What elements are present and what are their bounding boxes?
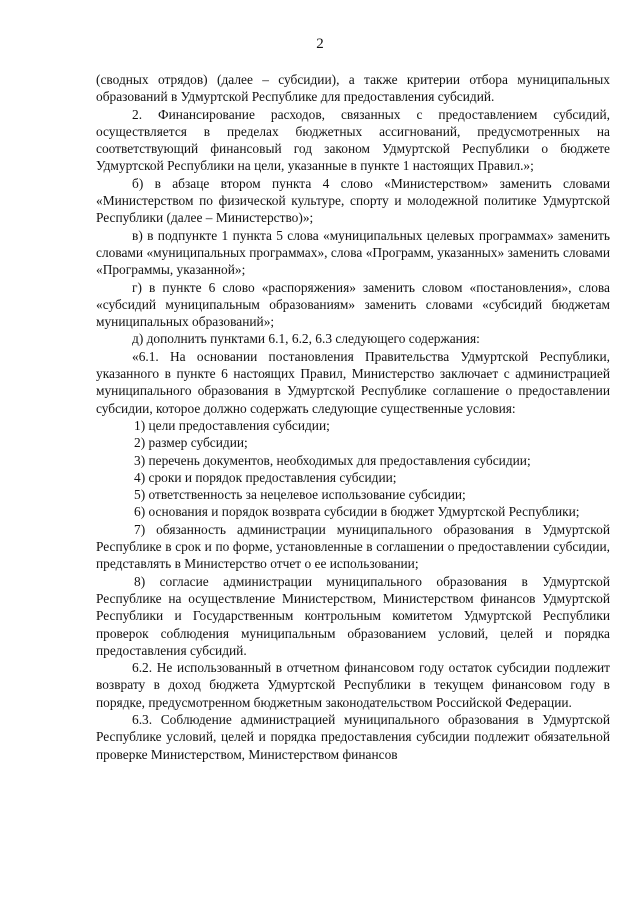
paragraph: 7) обязанность администрации муниципального образования в Удмуртской Республике в срок и по форме, установленные в соглашении о предоставлении субсидии, представлять в Министерство отчет о ее использовании; [96,521,610,572]
paragraph: в) в подпункте 1 пункта 5 слова «муниципальных целевых программах» заменить словами «муниципальных программах», слова «Программ, указанных» заменить словами «Программы, указанной»; [96,227,610,278]
paragraph: 6.2. Не использованный в отчетном финансовом году остаток субсидии подлежит возврату в доход бюджета Удмуртской Республики в текущем финансовом году в порядке, предусмотренном бюджетным законодательством Российской Федерации. [96,660,610,710]
list-item: 4) сроки и порядок предоставления субсидии; [134,469,397,485]
list-item: 1) цели предоставления субсидии; [134,417,330,433]
paragraph: (сводных отрядов) (далее – субсидии), а также критерии отбора муниципальных образований в Удмуртской Республике для предоставления субсидий. [96,72,610,105]
paragraph: б) в абзаце втором пункта 4 слово «Министерством» заменить словами «Министерством по физической культуре, спорту и молодежной политике Удмуртской Республики (далее – Министерство)»; [96,175,610,226]
page-number: 2 [316,36,324,52]
paragraph: 8) согласие администрации муниципального образования в Удмуртской Республике на осуществление Министерством, Министерством финансов Удмуртской Республики и Государственным контрольным комитетом Удмуртской Республики проверок соблюдения муниципальным образованием условий, целей и порядка предоставления субсидий. [96,573,610,658]
paragraph: «6.1. На основании постановления Правительства Удмуртской Республики, указанного в пункте 6 настоящих Правил, Министерство заключает с администрацией муниципального образования в Удмуртской Республике соглашение о предоставлении субсидии, которое должно содержать следующие существенные условия: [96,348,610,416]
document-body [96,71,610,763]
list-item: 3) перечень документов, необходимых для предоставления субсидии; [134,452,531,468]
paragraph: г) в пункте 6 слово «распоряжения» заменить словом «постановления», слова «субсидий муниципальным образованиям» заменить словами «субсидий бюджетам муниципальных образований»; [96,279,610,330]
paragraph: 6.3. Соблюдение администрацией муниципального образования в Удмуртской Республике условий, целей и порядка предоставления субсидии подлежит обязательной проверке Министерством, Министерством финансов [96,711,610,762]
paragraph: 2. Финансирование расходов, связанных с предоставлением субсидий, осуществляется в пределах бюджетных ассигнований, предусмотренных на соответствующий финансовый год законом Удмуртской Республики о бюджете Удмуртской Республики на цели, указанные в пункте 1 настоящих Правил.»; [96,106,610,174]
list-item: 5) ответственность за нецелевое использование субсидии; [134,487,466,503]
paragraph: д) дополнить пунктами 6.1, 6.2, 6.3 следующего содержания: [132,331,480,347]
list-item: 2) размер субсидии; [134,435,248,451]
paragraph: 6) основания и порядок возврата субсидии в бюджет Удмуртской Республики; [134,504,580,520]
